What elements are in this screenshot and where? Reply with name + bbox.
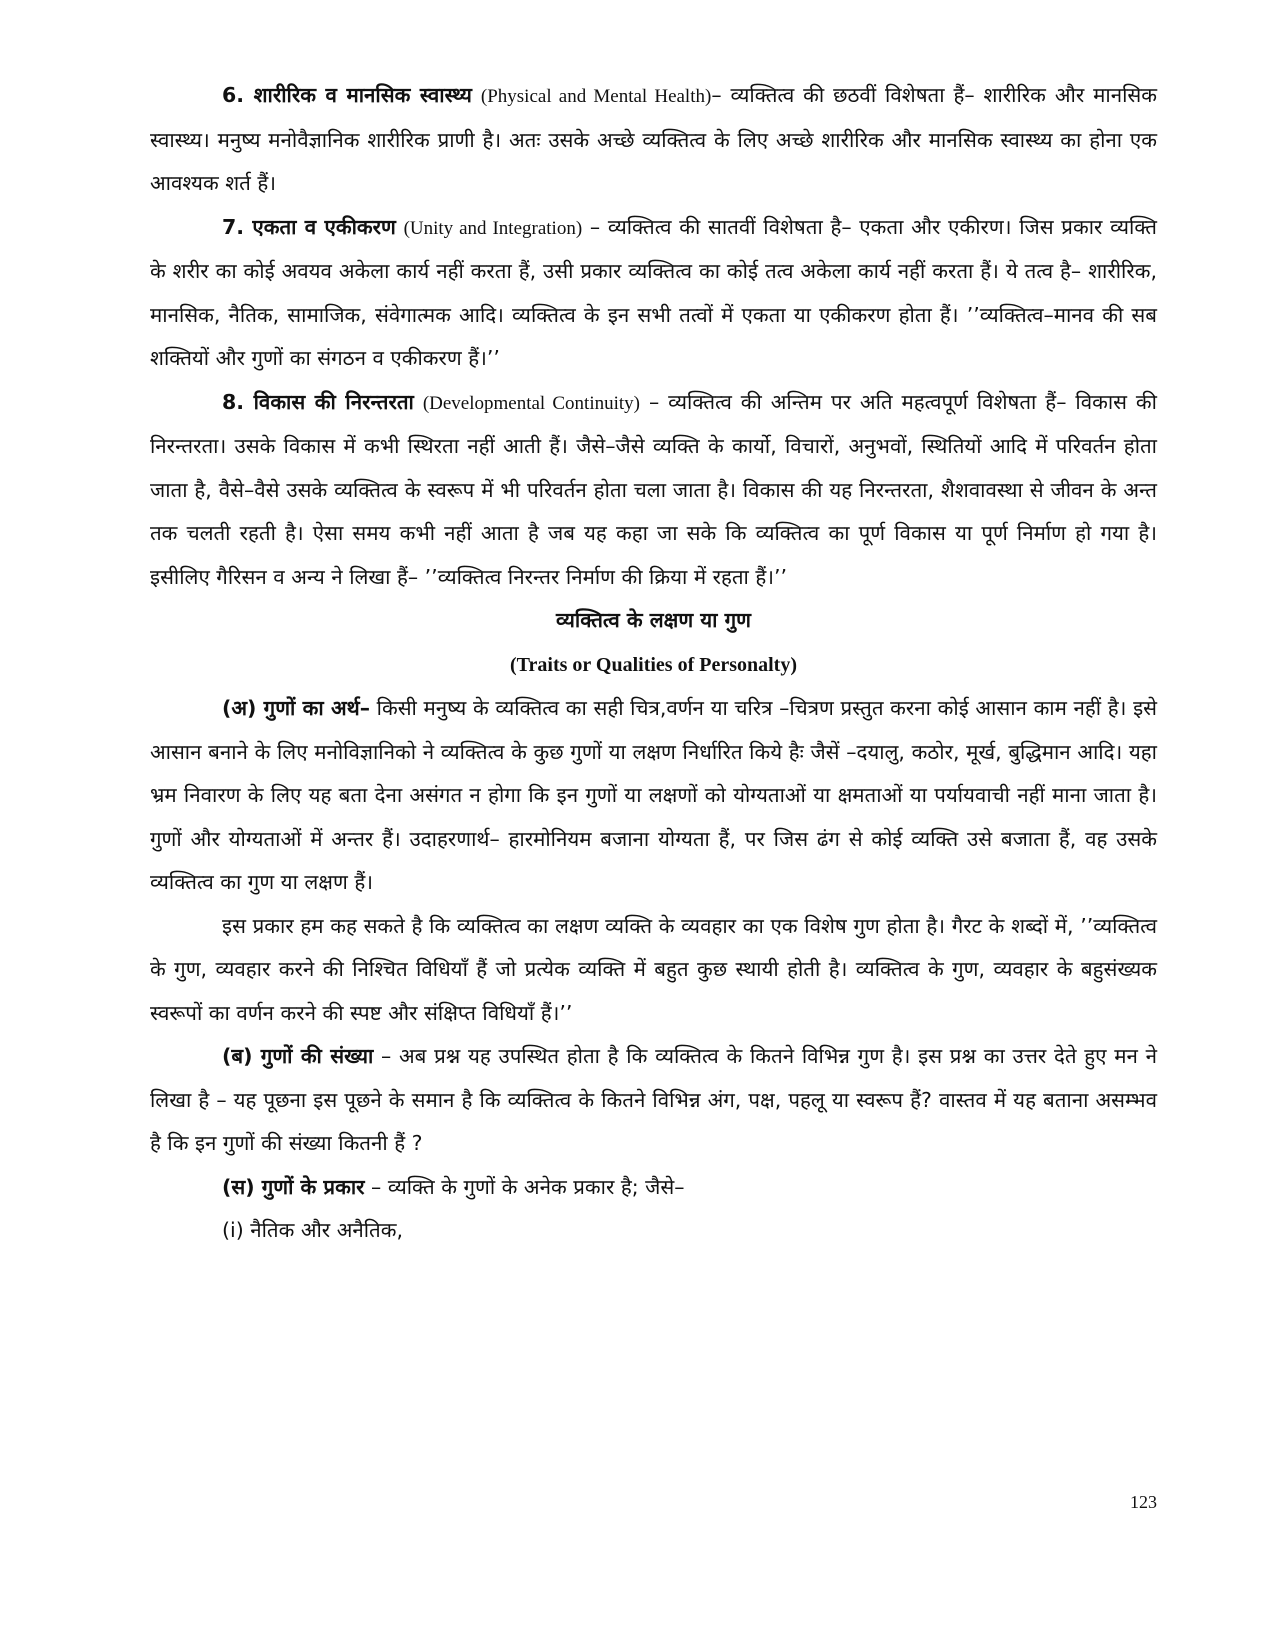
- english-term-6: (Physical and Mental Health): [480, 86, 712, 107]
- paragraph-garrett-quote: इस प्रकार हम कह सकते है कि व्यक्तित्व का लक्षण व्यक्ति के व्यवहार का एक विशेष गुण होता है। गैरट के शब्दों में, ’’व्यक्तित्व के गुण, व्यवहार करने की निश्चित विधियाँ हैं जो प्रत्येक व्यक्ति में बहुत कुछ स्थायी होती है। व्यक्तित्व के गुण, व्यवहार के बहुसंख्यक स्वरूपों का वर्णन करने की स्पष्ट और संक्षिप्त विधियाँ हैं।’’: [150, 913, 1157, 1025]
- paragraph-b-text: – अब प्रश्न यह उपस्थित होता है कि व्यक्तित्व के कितने विभिन्न गुण है। इस प्रश्न का उत्तर देते हुए मन ने लिखा है – यह पूछना इस पूछने के समान है कि व्यक्तित्व के कितने विभिन्न अंग, पक्ष, पहलू या स्वरूप हैं? वास्तव में यह बताना असम्भव है कि इन गुणों की संख्या कितनी हैं ?: [150, 1044, 1157, 1155]
- heading-6: 6. शारीरिक व मानसिक स्वास्थ्य: [222, 83, 472, 107]
- paragraph-7-text: – व्यक्तित्व की सातवीं विशेषता है– एकता और एकीरण। जिस प्रकार व्यक्ति के शरीर का कोई अवयव अकेला कार्य नहीं करता हैं, उसी प्रकार व्यक्तित्व का कोई तत्व अकेला कार्य नहीं करता हैं। ये तत्व है– शारीरिक, मानसिक, नैतिक, सामाजिक, संवेगात्मक आदि। व्यक्तित्व के इन सभी तत्वों में एकता या एकीकरण होता हैं। ’’व्यक्तित्व–मानव की सब शक्तियों और गुणों का संगठन व एकीकरण हैं।’’: [150, 214, 1157, 370]
- section-title-hindi: व्यक्तित्व के लक्षण या गुण: [556, 608, 751, 632]
- heading-7: 7. एकता व एकीकरण: [222, 214, 396, 239]
- paragraph-c-text: – व्यक्ति के गुणों के अनेक प्रकार है; जैसे–: [364, 1174, 685, 1199]
- heading-a: (अ) गुणों का अर्थ–: [222, 696, 370, 720]
- paragraph-6-text: – व्यक्तित्व की छठवीं विशेषता हैं– शारीरिक और मानसिक स्वास्थ्य। मनुष्य मनोवैज्ञानिक शारीरिक प्राणी है। अतः उसके अच्छे व्यक्तित्व के लिए अच्छे शारीरिक और मानसिक स्वास्थ्य का होना एक आवश्यक शर्त हैं।: [150, 83, 1157, 195]
- list-item-moral-immoral: (i) नैतिक और अनैतिक,: [222, 1218, 404, 1242]
- section-title-english: (Traits or Qualities of Personalty): [510, 653, 797, 676]
- paragraph-number-of-traits: [150, 1035, 1157, 1166]
- paragraph-types-of-traits: [150, 1166, 1157, 1210]
- paragraph-unity-integration: [150, 206, 1157, 381]
- heading-b: (ब) गुणों की संख्या: [222, 1044, 374, 1068]
- paragraph-a-text: किसी मनुष्य के व्यक्तित्व का सही चित्र,वर्णन या चरित्र –चित्रण प्रस्तुत करना कोई आसान काम नहीं है। इसे आसान बनाने के लिए मनोविज्ञानिको ने व्यक्तित्व के कुछ गुणों या लक्षण निर्धारित किये हैः जैसें –दयालु, कठोर, मूर्ख, बुद्धिमान आदि। यहा भ्रम निवारण के लिए यह बता देना असंगत न होगा कि इन गुणों या लक्षणों को योग्यताओं या क्षमताओं या पर्यायवाची नहीं माना जाता है। गुणों और योग्यताओं में अन्तर हैं। उदाहरणार्थ– हारमोनियम बजाना योग्यता हैं, पर जिस ढंग से कोई व्यक्ति उसे बजाता हैं, वह उसके व्यक्तित्व का गुण या लक्षण हैं।: [150, 696, 1157, 894]
- paragraph-8-text: – व्यक्तित्व की अन्तिम पर अति महत्वपूर्ण विशेषता हैं– विकास की निरन्तरता। उसके विकास में कभी स्थिरता नहीं आती हैं। जैसे–जैसे व्यक्ति के कार्यो, विचारों, अनुभवों, स्थितियों आदि में परिवर्तन होता जाता है, वैसे–वैसे उसके व्यक्तित्व के स्वरूप में भी परिवर्तन होता चला जाता है। विकास की यह निरन्तरता, शैशवावस्था से जीवन के अन्त तक चलती रहती है। ऐसा समय कभी नहीं आता है जब यह कहा जा सके कि व्यक्तित्व का पूर्ण विकास या पूर्ण निर्माण हो गया है। इसीलिए गैरिसन व अन्य ने लिखा हैं– ’’व्यक्तित्व निरन्तर निर्माण की क्रिया में रहता हैं।’’: [150, 389, 1157, 589]
- page-number: 123: [1130, 1492, 1157, 1512]
- paragraph-physical-mental-health: [150, 74, 1157, 206]
- heading-c: (स) गुणों के प्रकार: [222, 1174, 365, 1199]
- paragraph-meaning-of-traits: [150, 687, 1157, 905]
- paragraph-developmental-continuity: [150, 381, 1157, 600]
- heading-8: 8. विकास की निरन्तरता: [222, 389, 414, 414]
- english-term-8: (Developmental Continuity): [422, 392, 640, 414]
- section-title-english-wrap: [150, 643, 1157, 688]
- english-term-7: (Unity and Integration): [403, 217, 583, 239]
